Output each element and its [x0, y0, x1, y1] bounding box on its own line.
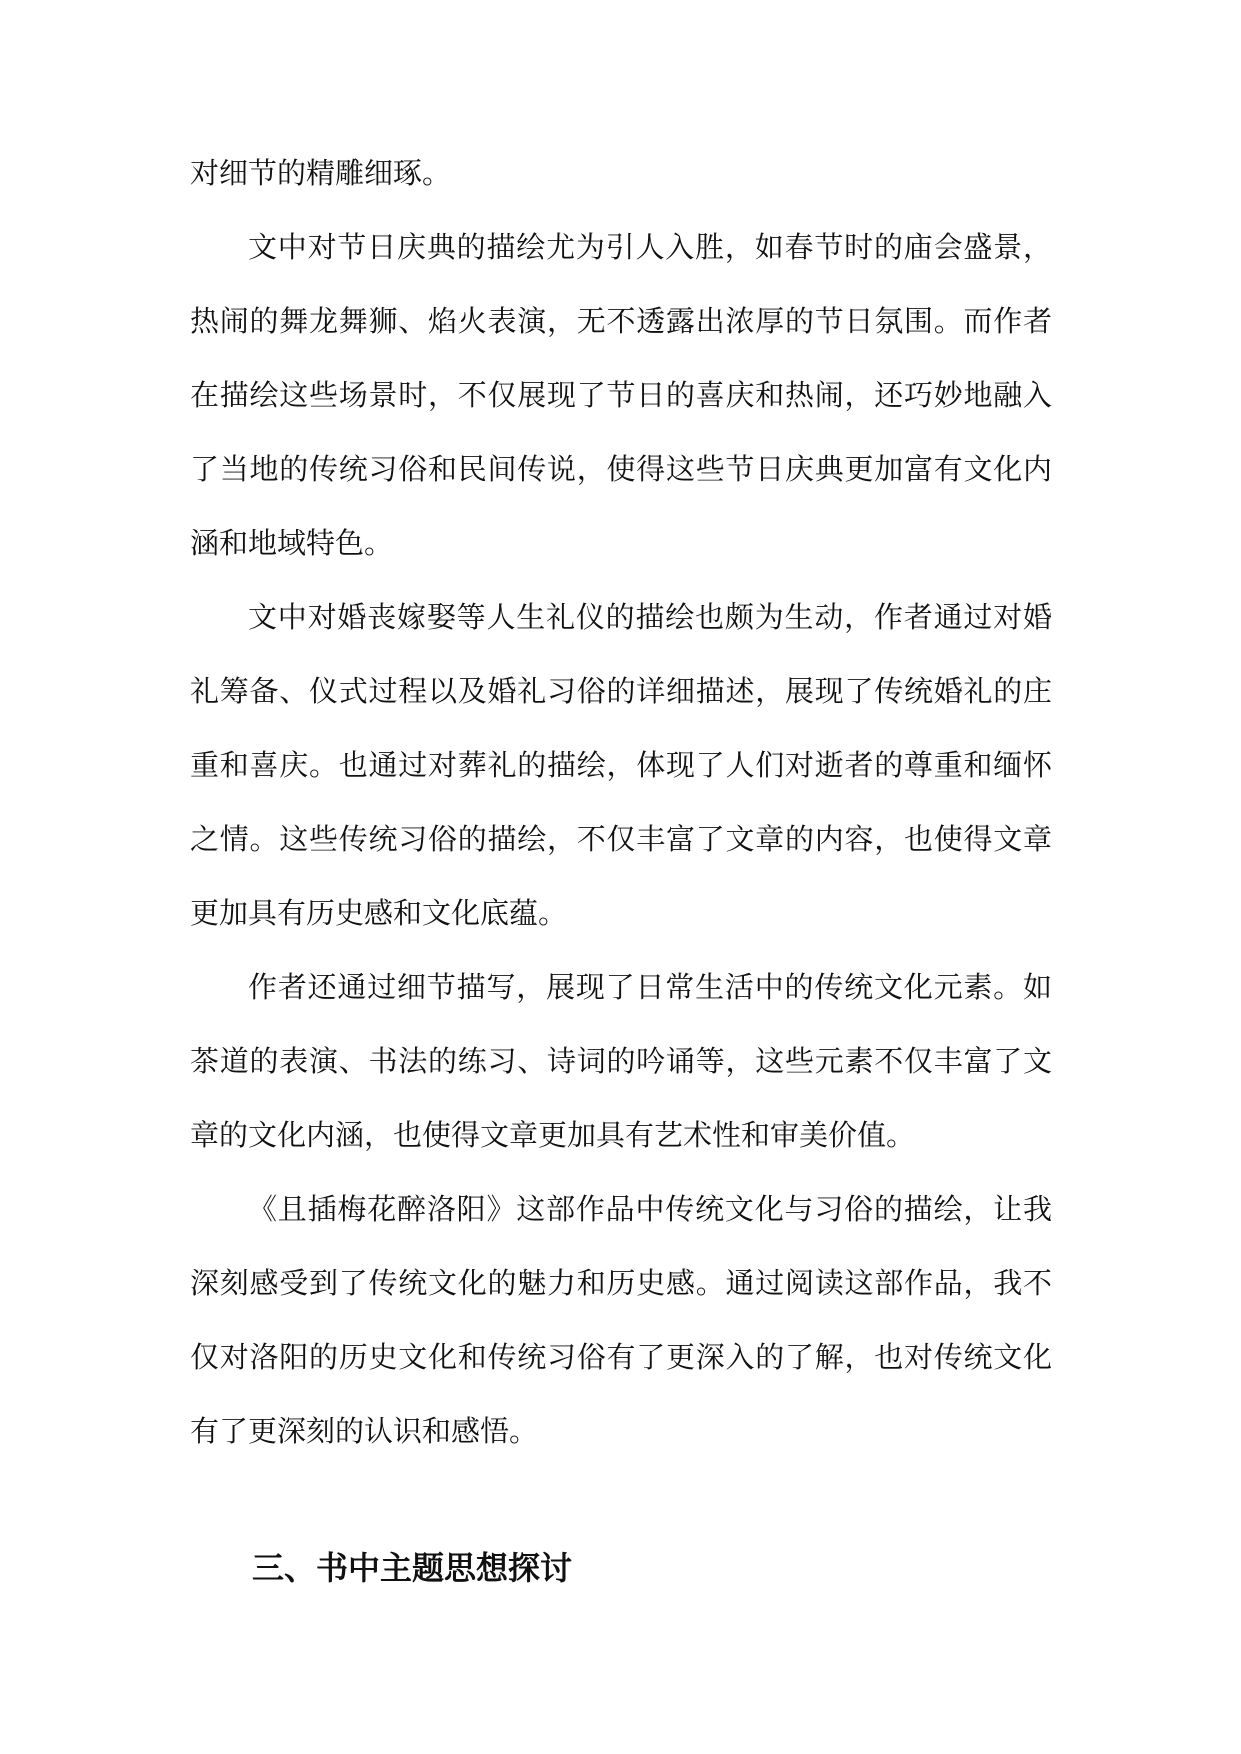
section-heading: 三、书中主题思想探讨 — [252, 1549, 573, 1587]
paragraph-festivals: 文中对节日庆典的描绘尤为引人入胜，如春节时的庙会盛景，热闹的舞龙舞狮、焰火表演，无不透露出浓厚的节日氛围。而作者在描绘这些场景时，不仅展现了节日的喜庆和热闹，还巧妙地融入了当地的传统习俗和民间传说，使得这些节日庆典更加富有文化内涵和地域特色。 — [190, 230, 1052, 560]
paragraph-conclusion: 《且插梅花醉洛阳》这部作品中传统文化与习俗的描绘，让我深刻感受到了传统文化的魅力和历史感。通过阅读这部作品，我不仅对洛阳的历史文化和传统习俗有了更深入的了解，也对传统文化有了更深刻的认识和感悟。 — [190, 1192, 1052, 1448]
paragraph-daily-culture: 作者还通过细节描写，展现了日常生活中的传统文化元素。如茶道的表演、书法的练习、诗词的吟诵等，这些元素不仅丰富了文章的文化内涵，也使得文章更加具有艺术性和审美价值。 — [190, 970, 1052, 1152]
paragraph-continuation: 对细节的精雕细琢。 — [190, 156, 452, 190]
paragraph-ceremonies: 文中对婚丧嫁娶等人生礼仪的描绘也颇为生动，作者通过对婚礼筹备、仪式过程以及婚礼习俗的详细描述，展现了传统婚礼的庄重和喜庆。也通过对葬礼的描绘，体现了人们对逝者的尊重和缅怀之情。这些传统习俗的描绘，不仅丰富了文章的内容，也使得文章更加具有历史感和文化底蕴。 — [190, 600, 1052, 930]
body-text — [190, 136, 1052, 1468]
